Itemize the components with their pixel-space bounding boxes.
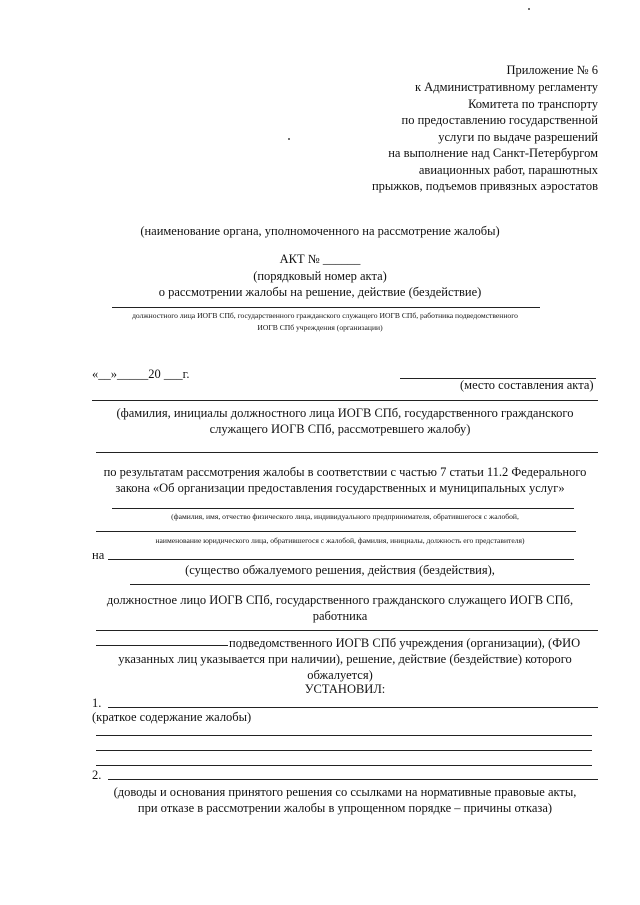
date-line: «__»_____20 ___г. [92, 367, 190, 381]
established-heading: УСТАНОВИЛ: [304, 682, 386, 696]
applicant-fill-line [112, 508, 574, 509]
official-text: работника [312, 609, 368, 623]
subordinate-fill-line [96, 630, 598, 631]
organ-caption: (наименование органа, уполномоченного на рассмотрение жалобы) [140, 224, 500, 238]
scan-speck [528, 8, 530, 10]
essence-fill-line [130, 584, 590, 585]
item2-caption: (доводы и основания принятого решения со ссылками на нормативные правовые акты, [113, 785, 577, 799]
official-caption: ИОГВ СПб учреждения (организации) [257, 323, 383, 332]
appendix-line: к Административному регламенту [414, 80, 598, 94]
item1-caption: (краткое содержание жалобы) [92, 710, 252, 724]
item2-number: 2. [92, 768, 102, 782]
applicant-caption: (фамилия, имя, отчество физического лица, индивидуального предпринимателя, обратившегося с жалобой, [171, 512, 519, 521]
reviewer-caption: служащего ИОГВ СПб, рассмотревшего жалобу) [209, 422, 471, 436]
item1-fill-line [108, 707, 598, 708]
appendix-line: авиационных работ, парашютных [418, 163, 598, 177]
appendix-line: по предоставлению государственной [401, 113, 598, 127]
appendix-line: услуги по выдаче разрешений [438, 130, 598, 144]
subordinate-fill-line [96, 645, 228, 646]
applicant-caption: наименование юридического лица, обратившегося с жалобой, фамилия, инициалы, должность его представителя) [155, 536, 525, 545]
subordinate-text: обжалуется) [307, 668, 373, 682]
na-label: на [92, 548, 105, 562]
subordinate-text: подведомственного ИОГВ СПб учреждения (организации), (ФИО [229, 636, 581, 650]
item1-fill-line [96, 765, 592, 766]
essence-caption: (существо обжалуемого решения, действия (бездействия), [185, 563, 495, 577]
applicant-fill-line [96, 531, 576, 532]
act-number-caption: (порядковый номер акта) [253, 269, 387, 283]
appendix-line: на выполнение над Санкт-Петербургом [388, 146, 598, 160]
reviewer-fill-line [92, 400, 598, 401]
appendix-line: Приложение № 6 [506, 63, 598, 77]
essence-fill-line [108, 559, 574, 560]
results-text: по результатам рассмотрения жалобы в соответствии с частью 7 статьи 11.2 Федерального [103, 465, 587, 479]
act-title: АКТ № ______ [279, 252, 361, 266]
appendix-line: прыжков, подъемов привязных аэростатов [371, 179, 598, 193]
scan-speck [288, 138, 290, 140]
item2-caption: при отказе в рассмотрении жалобы в упрощенном порядке – причины отказа) [137, 801, 553, 815]
official-text: должностное лицо ИОГВ СПб, государственного гражданского служащего ИОГВ СПб, [106, 593, 574, 607]
item1-number: 1. [92, 696, 102, 710]
item2-fill-line [108, 779, 598, 780]
item1-fill-line [96, 735, 592, 736]
official-fill-line [112, 307, 540, 308]
item1-fill-line [96, 750, 592, 751]
official-caption: должностного лица ИОГВ СПб, государственного гражданского служащего ИОГВ СПб, работника подведомственного [132, 311, 518, 320]
reviewer-caption: (фамилия, инициалы должностного лица ИОГВ СПб, государственного гражданского [116, 406, 574, 420]
place-caption: (место составления акта) [460, 378, 594, 392]
results-fill-line [96, 452, 598, 453]
act-subject: о рассмотрении жалобы на решение, действие (бездействие) [158, 285, 482, 299]
appendix-line: Комитета по транспорту [468, 97, 598, 111]
subordinate-text: указанных лиц указывается при наличии), решение, действие (бездействие) которого [118, 652, 572, 666]
results-text: закона «Об организации предоставления государственных и муниципальных услуг» [115, 481, 565, 495]
